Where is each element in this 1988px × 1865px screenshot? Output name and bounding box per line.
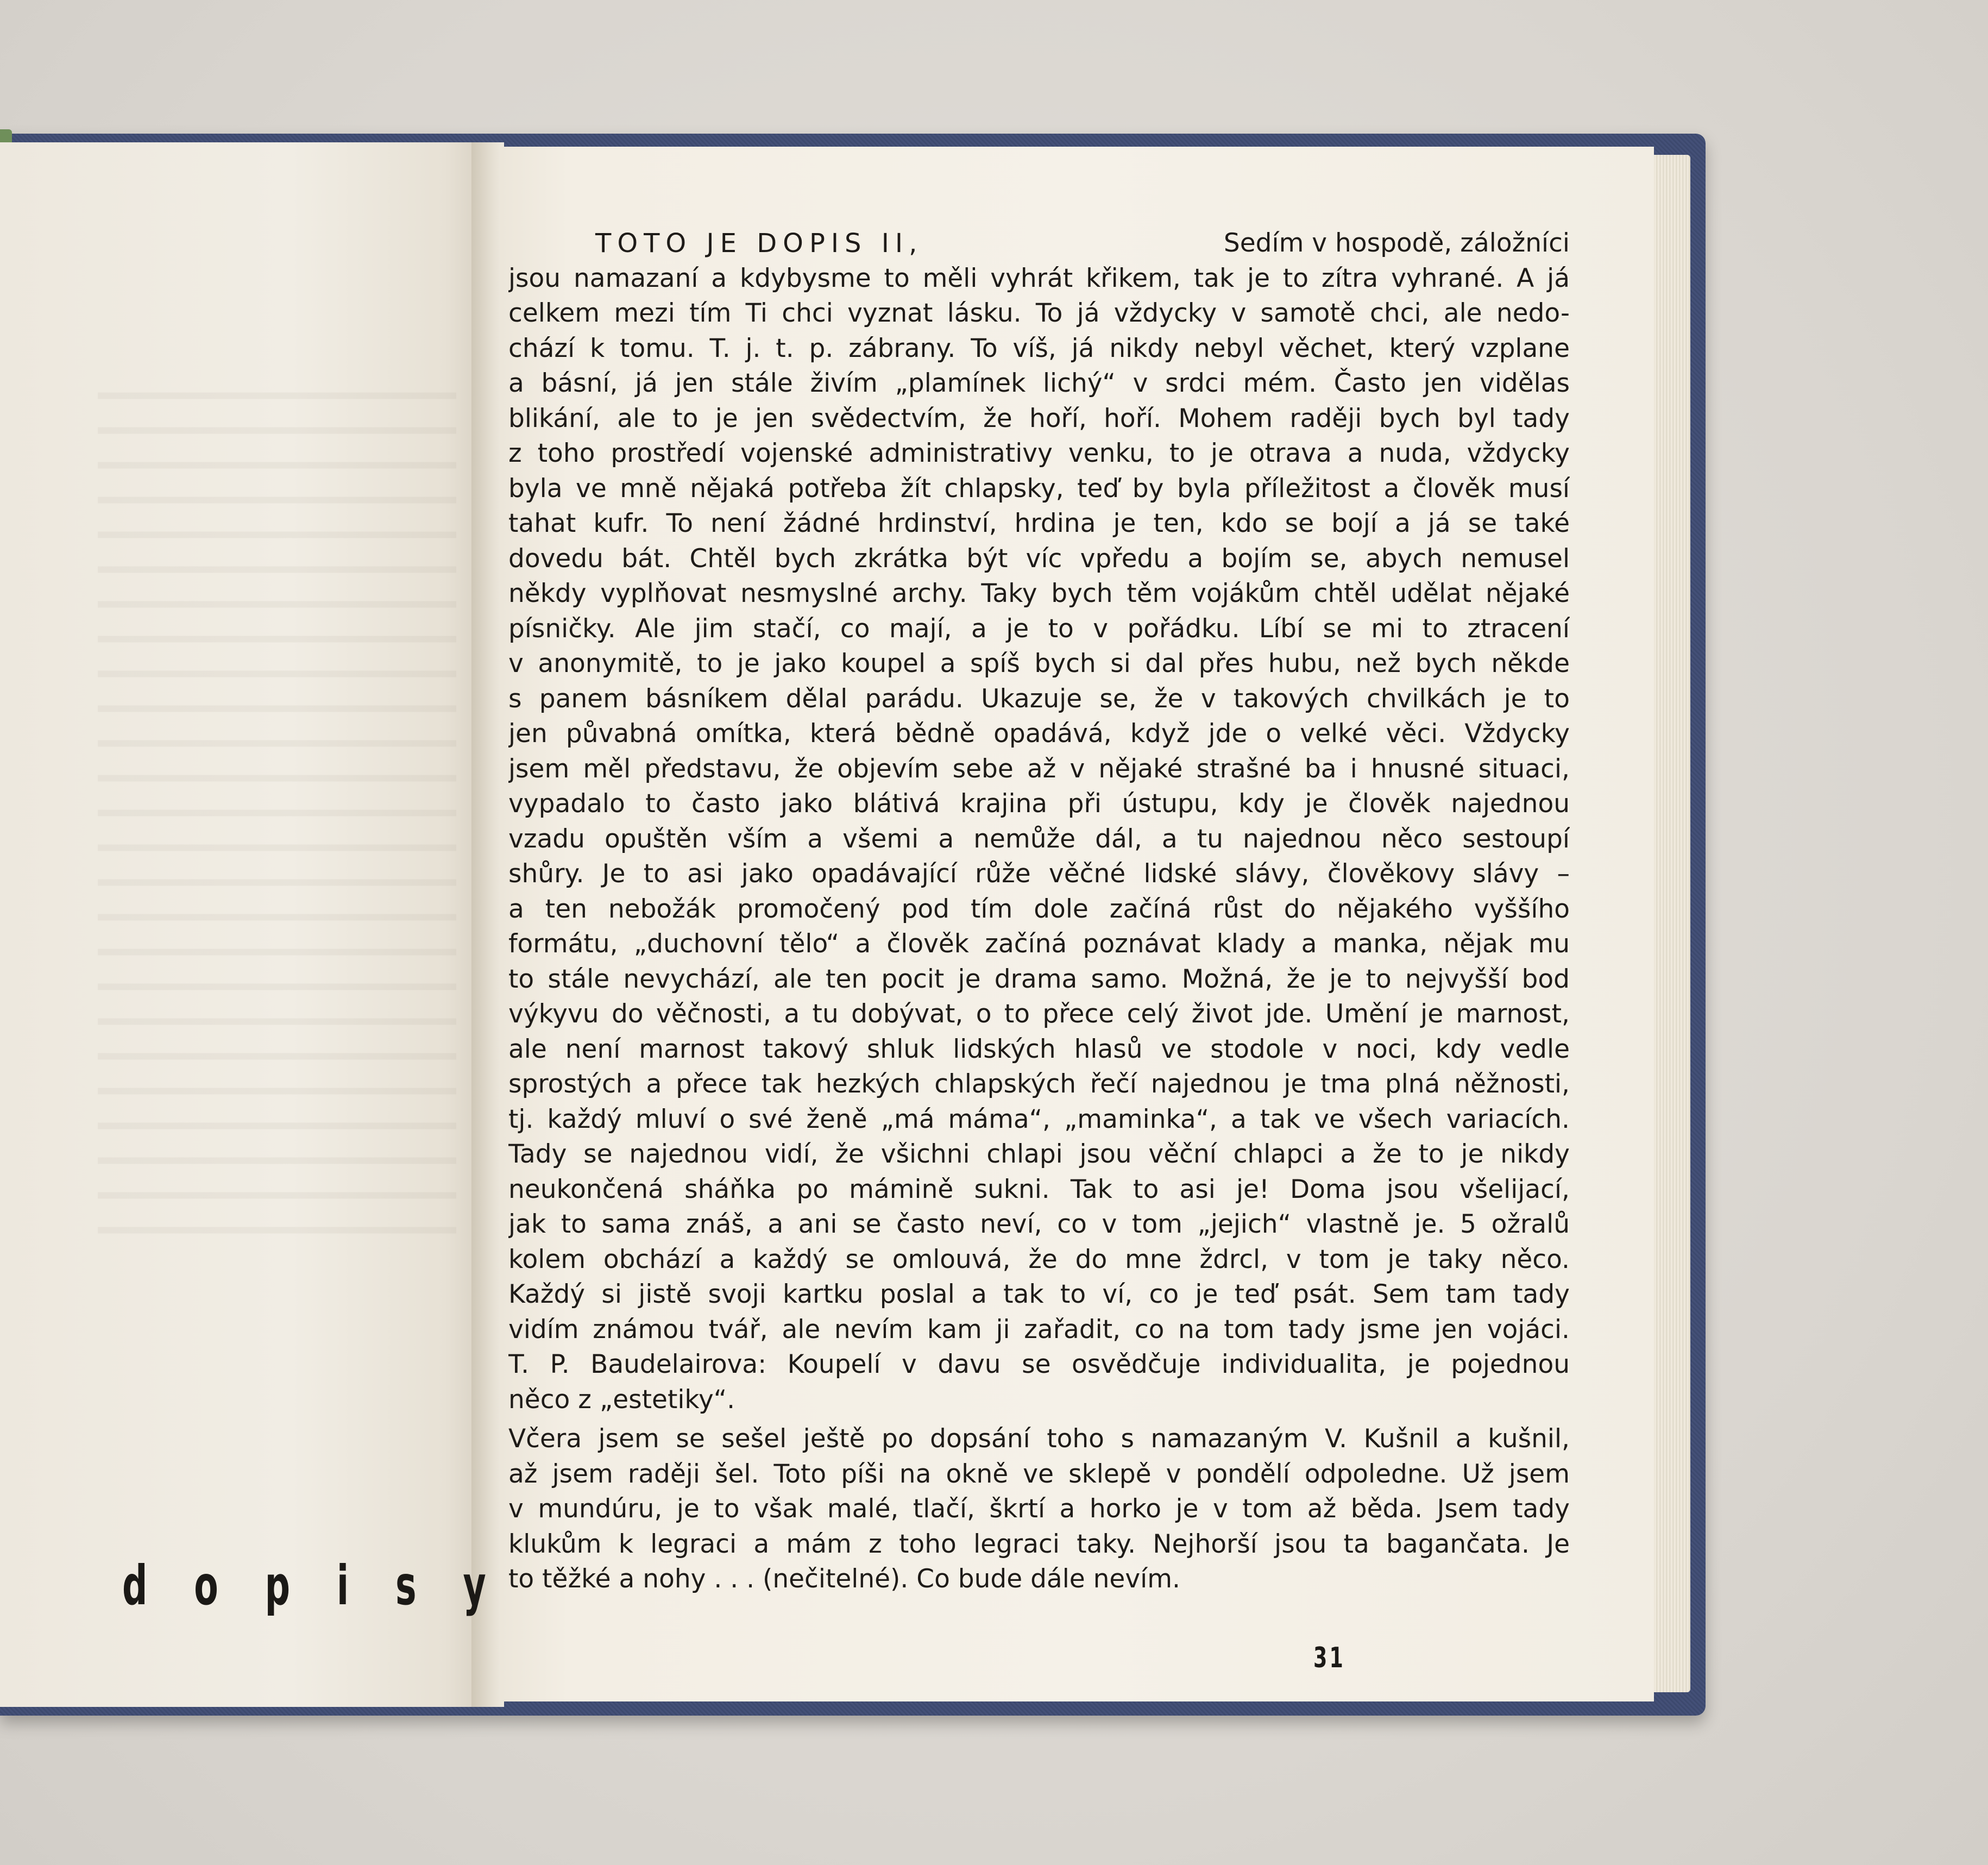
page-number: 31 <box>1313 1642 1346 1674</box>
text-line: dovedu bát. Chtěl bych zkrátka být víc vpředu a bojím se, abych nemusel <box>508 543 1570 574</box>
text-line: jen půvabná omítka, která bědně opadává, když jde o velké věci. Vždycky <box>508 719 1570 749</box>
letter-heading-row <box>508 226 1570 261</box>
text-line: a ten nebožák promočený pod tím dole začíná růst do nějakého vyššího <box>508 894 1570 924</box>
text-line: vidím známou tvář, ale nevím kam ji zařadit, co na tom tady jsme jen vojáci. <box>508 1314 1570 1345</box>
text-line: formátu, „duchovní tělo“ a člověk začíná poznávat klady a manka, nějak mu <box>508 929 1570 959</box>
text-line: vzadu opuštěn vším a všemi a nemůže dál, a tu najednou něco sestoupí <box>508 824 1570 854</box>
text-line: v mundúru, je to však malé, tlačí, škrtí a horko je v tom až běda. Jsem tady <box>508 1494 1570 1524</box>
letter-paragraph-2 <box>508 1422 1570 1597</box>
text-line: něco z „estetiky“. <box>508 1384 735 1415</box>
left-page <box>0 142 485 1707</box>
text-line: sprostých a přece tak hezkých chlapských řečí najednou je tma plná něžnosti, <box>508 1069 1570 1099</box>
text-line: blikání, ale to je jen svědectvím, že hoří, hoří. Mohem raději bych byl tady <box>508 403 1570 434</box>
text-line: T. P. Baudelairova: Koupelí v davu se osvědčuje individualita, je pojednou <box>508 1349 1570 1379</box>
text-line: Každý si jistě svoji kartku poslal a tak to ví, co je teď psát. Sem tam tady <box>508 1279 1570 1309</box>
letter-heading: TOTO JE DOPIS II, <box>595 228 923 259</box>
section-title: d o p i s y <box>122 1554 504 1617</box>
text-line: písničky. Ale jim stačí, co mají, a je to v pořádku. Líbí se mi to ztracení <box>508 613 1570 644</box>
text-line: shůry. Je to asi jako opadávající růže věčné lidské slávy, člověkovy slávy – <box>508 859 1570 889</box>
text-line: jsem měl představu, že objevím sebe až v nějaké strašné ba i hnusné situaci, <box>508 753 1570 784</box>
text-line: vypadalo to často jako blátivá krajina při ústupu, kdy je člověk najednou <box>508 789 1570 819</box>
text-line: až jsem raději šel. Toto píši na okně ve sklepě v pondělí odpoledne. Už jsem <box>508 1459 1570 1489</box>
letter-opening: Sedím v hospodě, záložníci <box>1223 228 1570 258</box>
text-line: ale není marnost takový shluk lidských hlasů ve stodole v noci, kdy vedle <box>508 1034 1570 1064</box>
text-line: chází k tomu. T. j. t. p. zábrany. To víš, já nikdy nebyl věchet, který vzplane <box>508 333 1570 363</box>
book-gutter <box>471 142 504 1707</box>
text-line: Tady se najednou vidí, že všichni chlapi jsou věční chlapci a že to je nikdy <box>508 1139 1570 1169</box>
text-line: a básní, já jen stále živím „plamínek lichý“ v srdci mém. Často jen vidělas <box>508 368 1570 398</box>
text-line: s panem básníkem dělal parádu. Ukazuje se, že v takových chvilkách je to <box>508 683 1570 714</box>
text-line: klukům k legraci a mám z toho legraci taky. Nejhorší jsou ta bagančata. Je <box>508 1529 1570 1559</box>
text-line: jak to sama znáš, a ani se často neví, co v tom „jejich“ vlastně je. 5 ožralů <box>508 1209 1570 1239</box>
text-line: tahat kufr. To není žádné hrdinství, hrdina je ten, kdo se bojí a já se také <box>508 508 1570 538</box>
text-line: někdy vyplňovat nesmyslné archy. Taky bych těm vojákům chtěl udělat nějaké <box>508 579 1570 608</box>
text-line: z toho prostředí vojenské administrativy venku, to je otrava a nuda, vždycky <box>508 438 1570 468</box>
text-line: kolem obchází a každý se omlouvá, že do mne ždrcl, v tom je taky něco. <box>508 1244 1570 1274</box>
text-line: celkem mezi tím Ti chci vyznat lásku. To já vždycky v samotě chci, ale nedo- <box>508 298 1570 328</box>
text-line: neukončená sháňka po mámině sukni. Tak to asi je! Doma jsou všelijací, <box>508 1174 1570 1204</box>
show-through-text <box>98 371 456 1240</box>
text-line: Včera jsem se sešel ještě po dopsání toho s namazaným V. Kušnil a kušnil, <box>508 1424 1570 1454</box>
text-line: to těžké a nohy . . . (nečitelné). Co bude dále nevím. <box>508 1564 1180 1594</box>
text-line: výkyvu do věčnosti, a tu dobývat, o to přece celý život jde. Umění je marnost, <box>508 999 1570 1029</box>
text-line: to stále nevychází, ale ten pocit je drama samo. Možná, že je to nejvyšší bod <box>508 964 1570 994</box>
text-line: byla ve mně nějaká potřeba žít chlapsky, teď by byla příležitost a člověk musí <box>508 473 1570 504</box>
text-line: v anonymitě, to je jako koupel a spíš bych si dal přes hubu, než bych někde <box>508 649 1570 679</box>
text-line: tj. každý mluví o své ženě „má máma“, „maminka“, a tak ve všech variacích. <box>508 1104 1570 1134</box>
letter-paragraph-1 <box>508 261 1570 1418</box>
page-edges <box>1651 155 1690 1692</box>
letter-body <box>508 226 1570 1597</box>
text-line: jsou namazaní a kdybysme to měli vyhrát křikem, tak je to zítra vyhrané. A já <box>508 263 1570 293</box>
